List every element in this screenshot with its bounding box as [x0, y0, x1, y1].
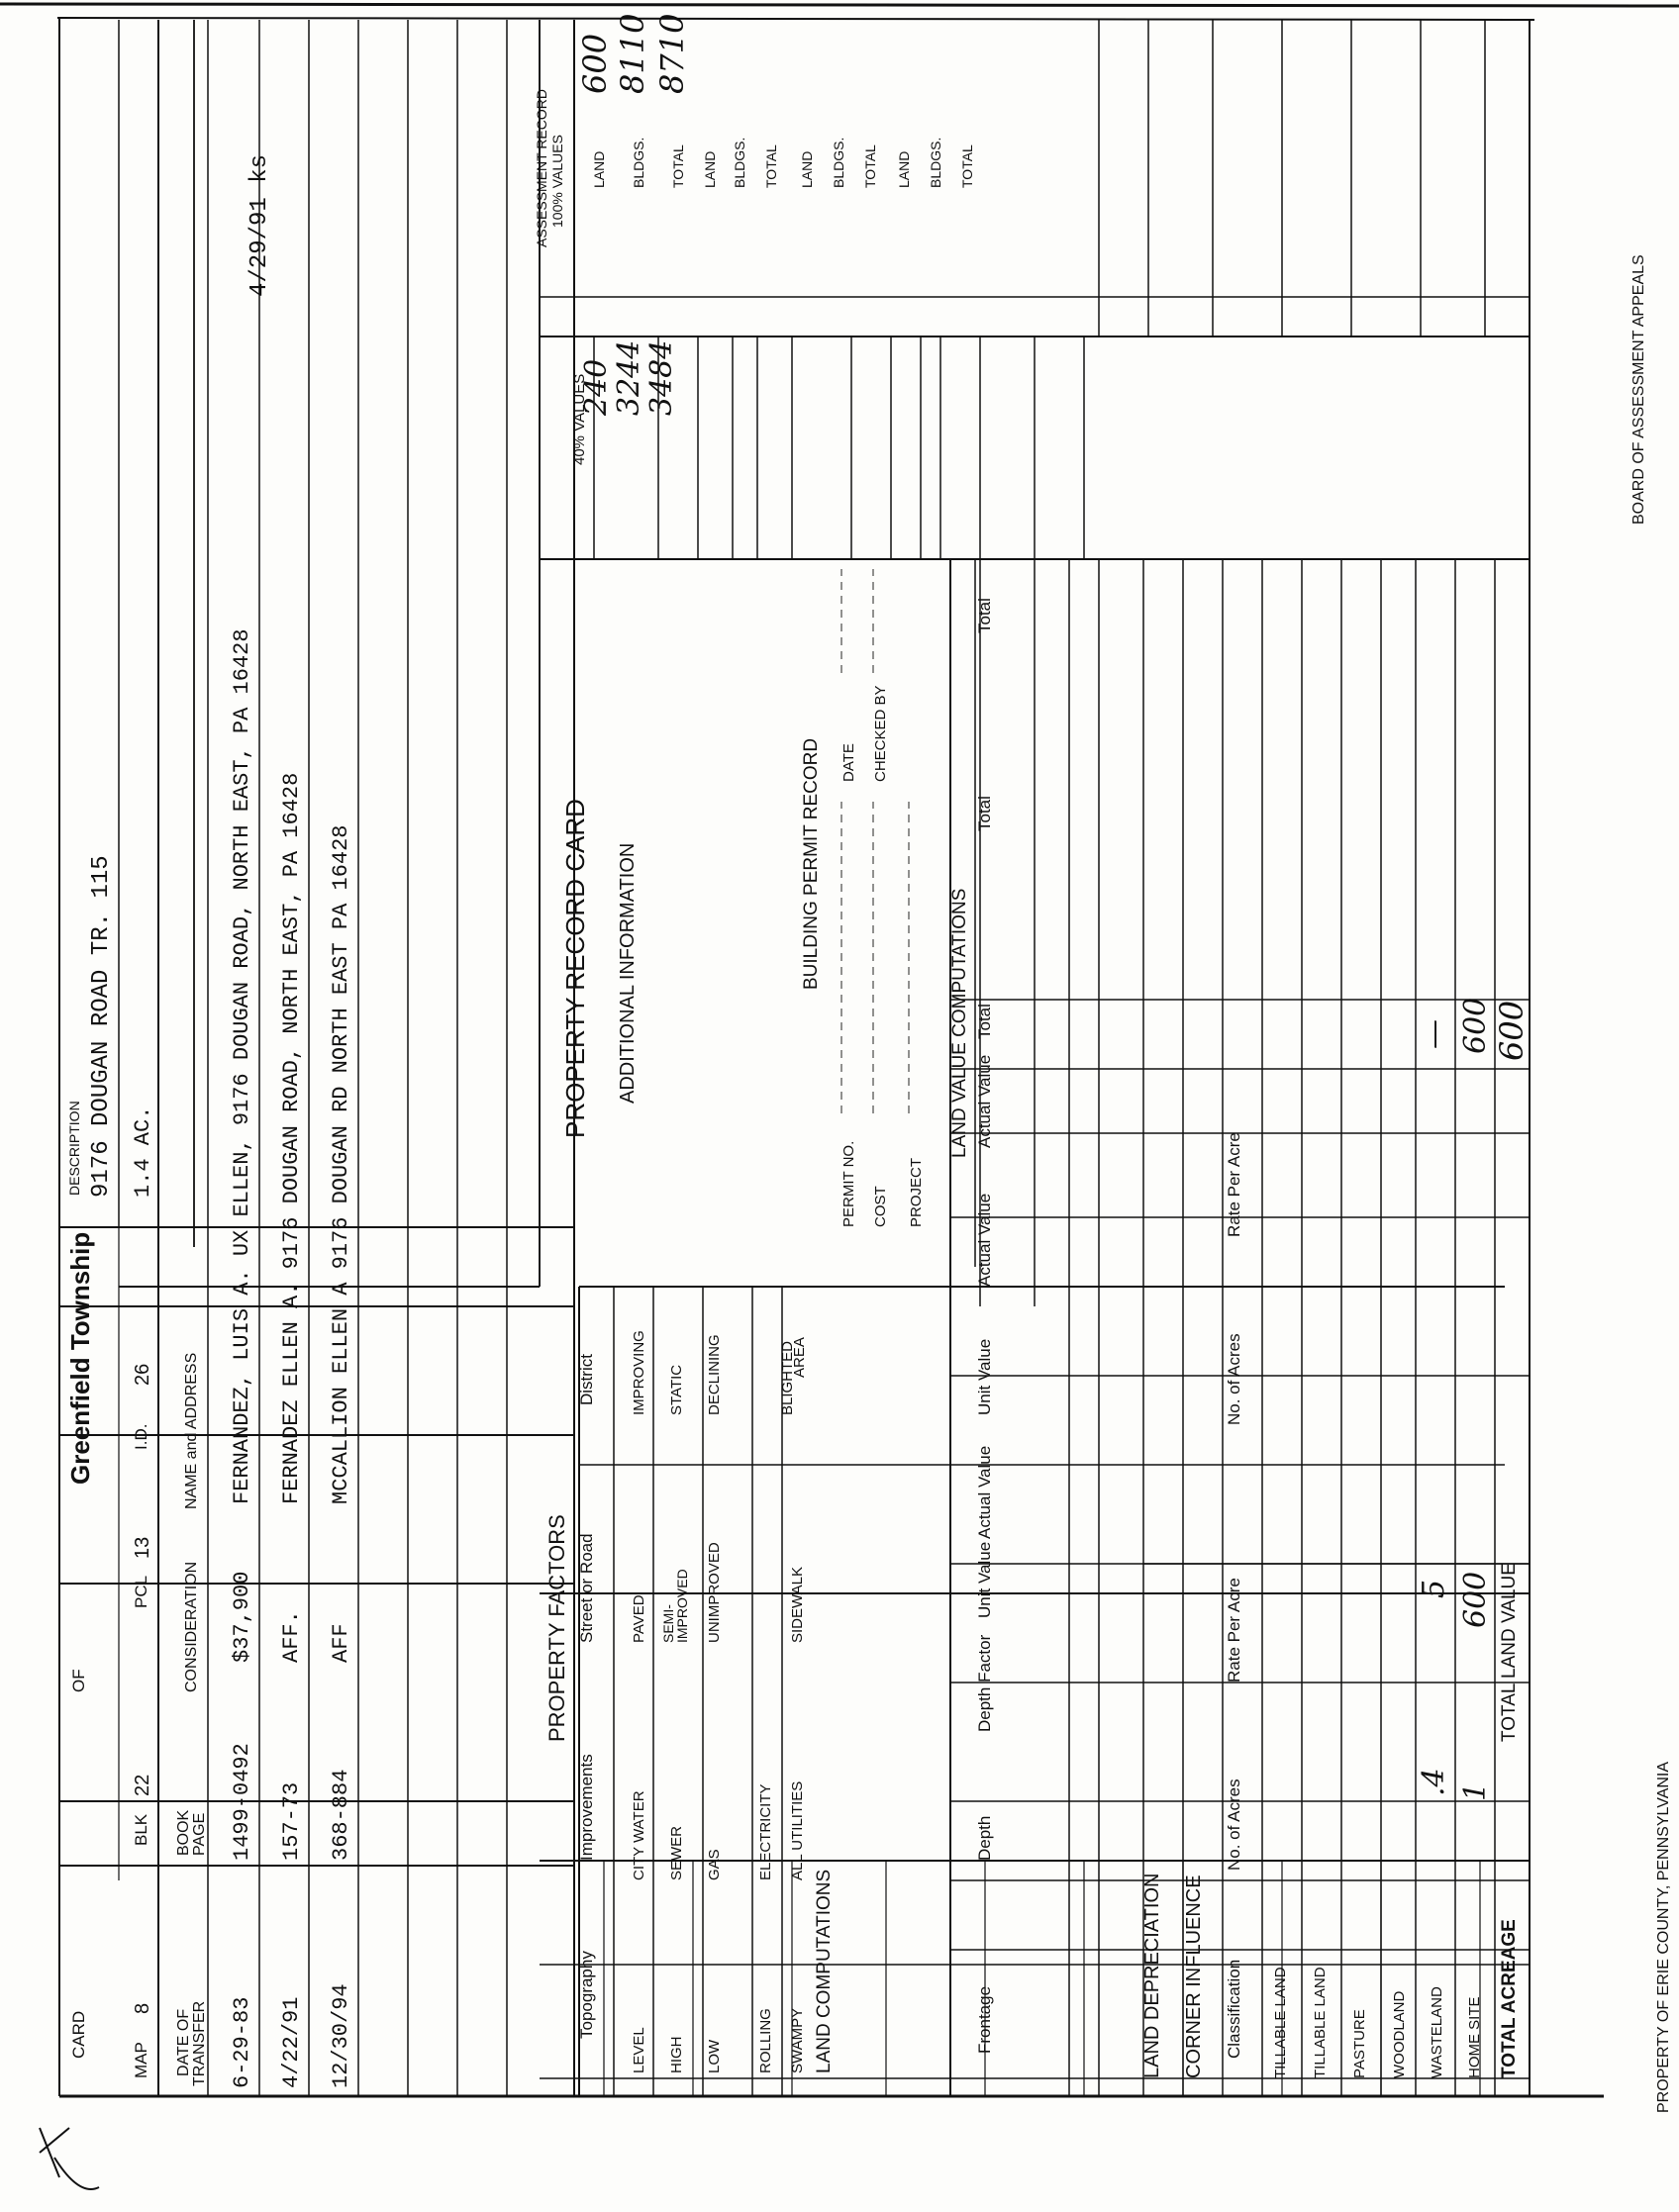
header-row — [65, 855, 115, 2059]
transfer-name-3: MCCALLION ELLEN A 9176 DOUGAN RD NORTH EAST PA 16428 — [329, 824, 353, 1504]
transfer-consideration-3: AFF — [329, 1623, 353, 1663]
topo-swampy: SWAMPY — [789, 2007, 806, 2073]
transfer-table-headers — [175, 1353, 208, 2086]
of-label: OF — [69, 1669, 88, 1692]
project-label: PROJECT — [908, 1157, 925, 1227]
transfer-book-1: 1499-0492 — [230, 1743, 254, 1861]
parcel-id-row — [131, 1106, 155, 2078]
street-header: Street or Road — [577, 1533, 596, 1643]
transfer-consideration-1: $37,900 — [230, 1571, 254, 1663]
acreage-value: 1.4 AC. — [131, 1106, 155, 1198]
assess-bldgs-2: BLDGS. — [732, 137, 747, 188]
acreage-tillable-1: TILLABLE LAND — [1272, 1967, 1289, 2078]
assess-land-1: LAND — [591, 150, 607, 188]
acreage-no-acres-header-2: No. of Acres — [1225, 1333, 1243, 1425]
lvc-unit-value-1: Unit Value — [975, 1541, 994, 1618]
impr-city-water: CITY WATER — [631, 1790, 647, 1880]
pcl-label: PCL — [132, 1575, 150, 1608]
stamp-date: 4/29/91 ks — [247, 153, 273, 297]
assessment-value-1: 600 — [576, 33, 614, 94]
transfer-book-2: 157-73 — [279, 1781, 304, 1861]
wasteland-acres: .4 — [1417, 1768, 1451, 1796]
improvements-header: Improvements — [577, 1754, 596, 1861]
property-factors-title: PROPERTY FACTORS — [544, 1514, 569, 1742]
wasteland-rate: 5 — [1417, 1579, 1451, 1598]
impr-sewer: SEWER — [668, 1825, 685, 1880]
total-land-value: 600 — [1493, 1000, 1531, 1061]
lvc-frontage: Frontage — [975, 1985, 994, 2054]
topo-high: HIGH — [668, 2036, 685, 2073]
township-title: Greenfield Township — [65, 1231, 95, 1485]
forty-pct-value-2: 3244 — [612, 339, 646, 416]
values-section — [534, 14, 691, 465]
id-value: 26 — [132, 1363, 153, 1386]
homesite-rate: 600 — [1458, 1571, 1493, 1628]
card-label: CARD — [69, 2010, 88, 2059]
assessment-value-3: 8710 — [653, 13, 691, 94]
lvc-total-1: Total — [975, 1004, 994, 1039]
map-label: MAP — [132, 2042, 150, 2078]
permit-no-label: PERMIT NO. — [840, 1140, 857, 1227]
property-record-card — [560, 569, 925, 1227]
forty-pct-value-3: 3484 — [644, 339, 679, 416]
land-value-computations — [949, 598, 994, 2054]
transfer-name-2: FERNADEZ ELLEN A. 9176 DOUGAN ROAD, NORTH EAST, PA 16428 — [279, 772, 304, 1504]
homesite-total: 600 — [1458, 997, 1493, 1054]
acreage-rate-header-2: Rate Per Acre — [1225, 1132, 1243, 1237]
name-address-header: NAME and ADDRESS — [183, 1352, 200, 1509]
date-label: DATE — [840, 743, 857, 782]
district-blighted: BLIGHTED — [779, 1340, 796, 1415]
assess-bldgs-1: BLDGS. — [631, 137, 646, 188]
district-header: District — [577, 1354, 596, 1405]
cost-label: COST — [872, 1186, 889, 1227]
assessment-record-title: ASSESSMENT RECORD — [534, 89, 549, 247]
assess-total-2: TOTAL — [763, 144, 779, 188]
lvc-actual-value-3: Actual Value — [975, 1054, 994, 1148]
transfer-date-1: 6-29-83 — [230, 1996, 254, 2088]
district-declining: DECLINING — [706, 1334, 723, 1415]
street-improved: IMPROVED — [674, 1569, 690, 1643]
topography-header: Topography — [577, 1951, 596, 2039]
acreage-wasteland: WASTELAND — [1429, 1986, 1445, 2078]
lvc-actual-value-2: Actual Value — [975, 1193, 994, 1287]
forty-pct-value-1: 240 — [579, 358, 614, 416]
additional-info-label: ADDITIONAL INFORMATION — [617, 842, 639, 1104]
acreage-classification-header: Classification — [1225, 1959, 1243, 2059]
assess-land-3: LAND — [799, 150, 815, 188]
lvc-actual-value-1: Actual Value — [975, 1445, 994, 1539]
street-sidewalk: SIDEWALK — [789, 1567, 806, 1643]
book-page-header-1: BOOK — [175, 1809, 192, 1856]
footer-right: BOARD OF ASSESSMENT APPEALS — [1630, 254, 1647, 525]
impr-gas: GAS — [706, 1849, 723, 1880]
lvc-total-2: Total — [975, 796, 994, 831]
corner-influence-label: CORNER INFLUENCE — [1183, 1875, 1205, 2078]
street-semi: SEMI- — [660, 1604, 676, 1643]
pcl-value: 13 — [132, 1536, 153, 1559]
prc-title: PROPERTY RECORD CARD — [560, 799, 590, 1138]
lvc-depth: Depth — [975, 1815, 994, 1861]
blk-label: BLK — [132, 1813, 150, 1846]
checked-by-label: CHECKED BY — [872, 685, 889, 782]
footer-left: PROPERTY OF ERIE COUNTY, PENNSYLVANIA — [1655, 1761, 1672, 2113]
assessment-value-2: 8110 — [614, 13, 651, 94]
description-grid — [119, 1287, 1505, 2096]
consideration-header: CONSIDERATION — [183, 1561, 200, 1692]
transfer-date-2: 4/22/91 — [279, 1996, 304, 2088]
book-page-header-2: PAGE — [191, 1812, 208, 1856]
topo-rolling: ROLLING — [757, 2008, 774, 2073]
district-static: STATIC — [668, 1364, 685, 1415]
assessment-labels — [591, 138, 975, 188]
assess-land-4: LAND — [896, 150, 912, 188]
blk-value: 22 — [132, 1774, 153, 1796]
street-paved: PAVED — [631, 1594, 647, 1643]
wasteland-total: — — [1417, 1019, 1451, 1049]
hundred-pct-label: 100% VALUES — [549, 135, 565, 228]
transfer-name-1: FERNANDEZ, LUIS A. UX ELLEN, 9176 DOUGAN ROAD, NORTH EAST, PA 16428 — [230, 628, 254, 1504]
lvc-total-3: Total — [975, 598, 994, 633]
transfer-rows — [230, 628, 353, 2088]
land-computations-label: LAND COMPUTATIONS — [814, 1869, 835, 2073]
footer — [1630, 254, 1672, 2113]
id-label: I.D. — [132, 1423, 150, 1450]
lvc-depth-factor: Depth Factor — [975, 1634, 994, 1732]
building-permit-title: BUILDING PERMIT RECORD — [801, 737, 822, 990]
acreage-home-site: HOME SITE — [1466, 1996, 1483, 2078]
impr-all-utilities: ALL UTILITIES — [789, 1780, 806, 1880]
description-value: 9176 DOUGAN ROAD TR. 115 — [88, 855, 115, 1198]
total-land-value-label: TOTAL LAND VALUE — [1499, 1563, 1520, 1742]
land-depreciation-label: LAND DEPRECIATION — [1141, 1873, 1163, 2078]
total-acreage-label: TOTAL ACREAGE — [1499, 1919, 1520, 2078]
land-depreciation — [1141, 1874, 1205, 2078]
handwritten-k-mark — [40, 2128, 99, 2189]
transfer-consideration-2: AFF. — [279, 1610, 304, 1663]
date-of-transfer-header-1: DATE OF — [175, 2008, 192, 2076]
acreage-no-acres-header-1: No. of Acres — [1225, 1779, 1243, 1871]
street-unimproved: UNIMPROVED — [706, 1542, 723, 1643]
acreage-woodland: WOODLAND — [1391, 1990, 1408, 2078]
property-factors — [544, 1330, 835, 2073]
lvc-title: LAND VALUE COMPUTATIONS — [949, 888, 970, 1158]
acreage-table — [1225, 998, 1531, 2078]
district-area: AREA — [791, 1337, 808, 1378]
acreage-rate-header-1: Rate Per Acre — [1225, 1578, 1243, 1683]
assess-bldgs-3: BLDGS. — [831, 137, 846, 188]
acreage-tillable-2: TILLABLE LAND — [1312, 1967, 1329, 2078]
forty-pct-label: 40% VALUES — [571, 373, 588, 465]
map-value: 8 — [132, 2002, 153, 2014]
impr-electricity: ELECTRICITY — [757, 1783, 774, 1880]
topo-low: LOW — [706, 2039, 723, 2073]
topo-level: LEVEL — [631, 2027, 647, 2073]
date-of-transfer-header-2: TRANSFER — [191, 2000, 208, 2086]
assess-bldgs-4: BLDGS. — [928, 137, 943, 188]
district-improving: IMPROVING — [631, 1330, 647, 1415]
transfer-book-3: 368-884 — [329, 1769, 353, 1861]
assess-total-3: TOTAL — [862, 144, 878, 188]
transfer-date-3: 12/30/94 — [329, 1983, 353, 2088]
assess-total-1: TOTAL — [670, 144, 686, 188]
acreage-pasture: PASTURE — [1351, 2009, 1368, 2078]
assess-land-2: LAND — [702, 150, 718, 188]
lvc-unit-value-2: Unit Value — [975, 1338, 994, 1415]
description-label: DESCRIPTION — [66, 1101, 82, 1196]
assess-total-4: TOTAL — [959, 144, 975, 188]
homesite-acres: 1 — [1458, 1781, 1493, 1801]
